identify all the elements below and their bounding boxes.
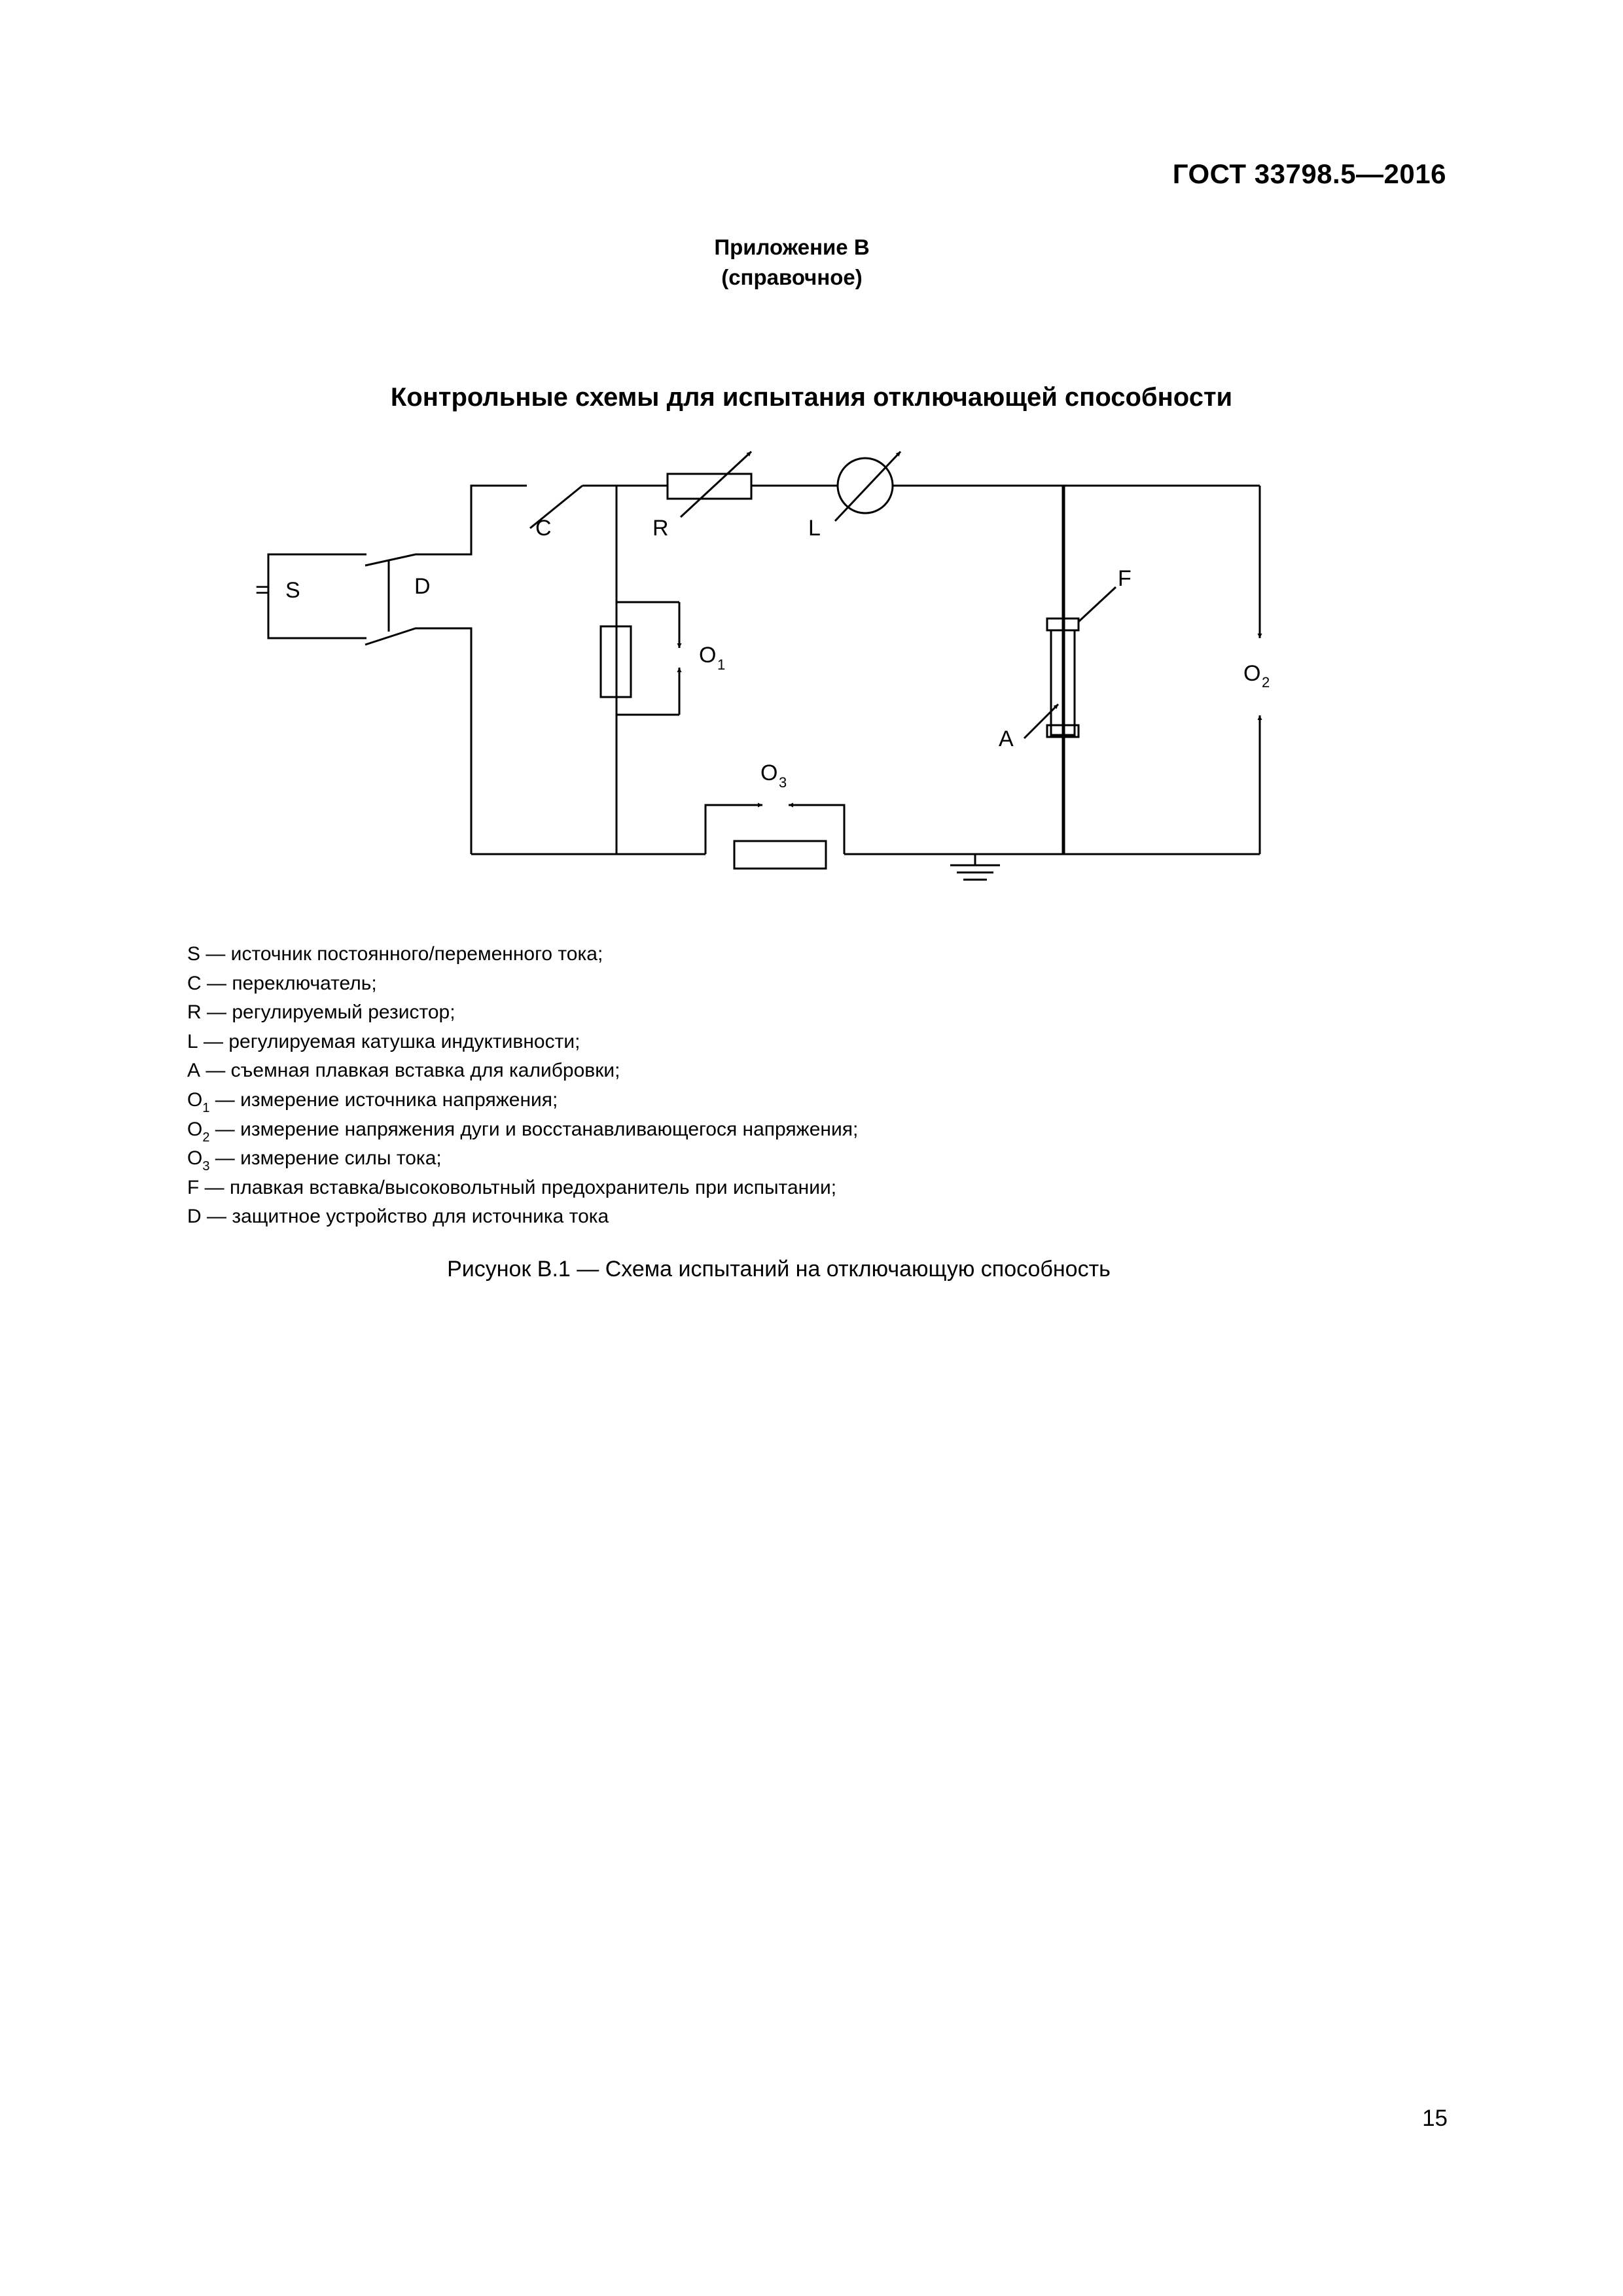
label-o1: O: [699, 643, 717, 668]
source-bracket-left: [268, 554, 366, 638]
label-c: C: [535, 516, 552, 541]
label-r: R: [652, 516, 669, 541]
fuse-f-pointer: [1079, 587, 1116, 622]
label-o2-sub: 2: [1262, 674, 1270, 691]
legend: [187, 940, 1431, 1232]
legend-item: R — регулируемый резистор;: [187, 1001, 455, 1024]
label-o3: O: [760, 761, 778, 785]
legend-item: A — съемная плавкая вставка для калибровки;: [187, 1060, 620, 1082]
inductor-l: [838, 458, 893, 513]
label-f: F: [1118, 566, 1132, 591]
inductor-l-adjust-arrow: [835, 452, 901, 521]
label-a: A: [999, 726, 1014, 751]
o3-loop-right: [789, 805, 844, 854]
figure-caption: Рисунок В.1 — Схема испытаний на отключающую способность: [447, 1257, 1111, 1282]
resistor-r-adjust-arrow: [681, 452, 751, 517]
legend-item: L — регулируемая катушка индуктивности;: [187, 1030, 580, 1052]
annex-line-1: Приложение В: [714, 235, 870, 259]
legend-item: S — источник постоянного/переменного тока;: [187, 943, 603, 965]
section-title: Контрольные схемы для испытания отключающей способности: [390, 383, 1233, 412]
annex-line-2: (справочное): [721, 265, 863, 289]
label-o1-sub: 1: [717, 656, 726, 673]
protective-device-d-lower: [365, 628, 471, 854]
legend-item: $O_2$ — измерение напряжения дуги и восстанавливающегося напряжения;: [187, 1118, 859, 1145]
resistor-r: [668, 474, 751, 499]
legend-item: $O_3$ — измерение силы тока;: [187, 1147, 442, 1174]
circuit-diagram: [0, 0, 1623, 956]
legend-item: D — защитное устройство для источника тока: [187, 1206, 609, 1228]
page-number: 15: [1422, 2106, 1448, 2131]
label-o2: O: [1243, 661, 1261, 686]
document-code: ГОСТ 33798.5—2016: [1172, 158, 1446, 189]
fuse-a-pointer: [1024, 704, 1058, 738]
label-s-symbol: =: [255, 576, 270, 603]
label-l: L: [808, 516, 821, 541]
legend-item: $O_1$ — измерение источника напряжения;: [187, 1088, 558, 1115]
legend-item: F — плавкая вставка/высоковольтный предохранитель при испытании;: [187, 1176, 837, 1198]
label-o3-sub: 3: [779, 774, 787, 791]
label-s: S: [285, 578, 300, 603]
legend-item: C — переключатель;: [187, 972, 377, 994]
protective-device-d: [365, 486, 527, 565]
o3-shunt-resistor: [734, 841, 826, 869]
label-d: D: [414, 574, 431, 599]
